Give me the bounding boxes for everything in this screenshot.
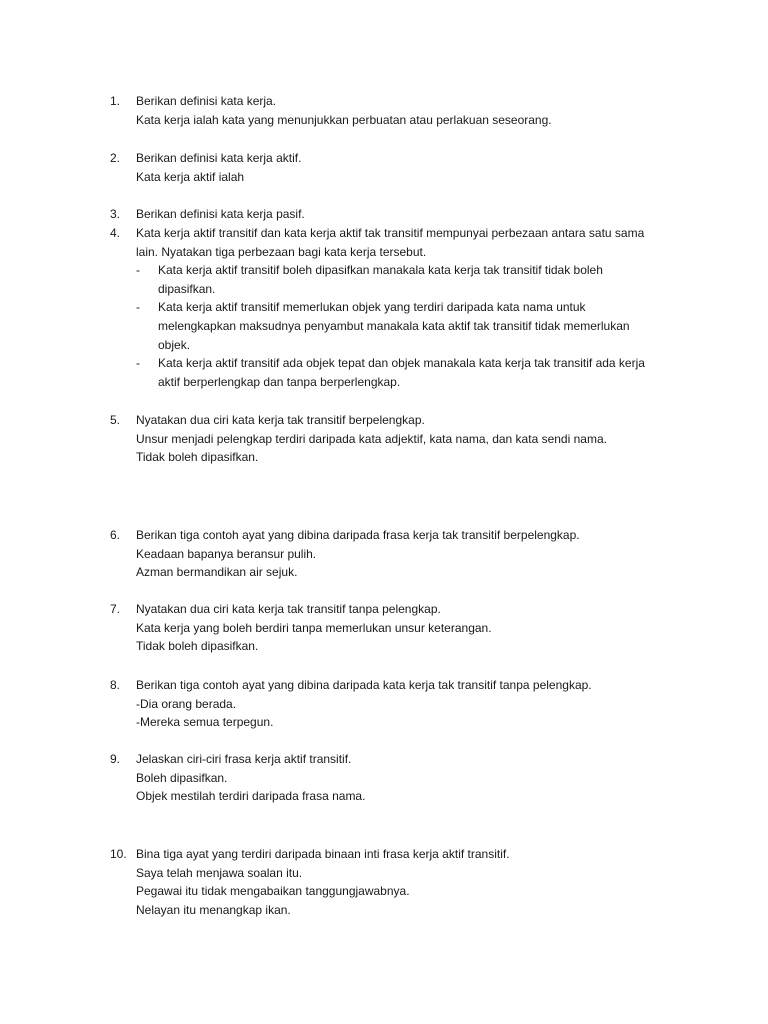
bullet-line: dipasifkan. [158,281,216,296]
question-text: Berikan tiga contoh ayat yang dibina daripada kata kerja tak transitif tanpa pelengkap. [136,678,592,692]
question-number: 1. [110,94,121,108]
question-text: Nyatakan dua ciri kata kerja tak transitif berpelengkap. [136,413,425,427]
answer-line: Boleh dipasifkan. [136,770,228,785]
question-7 [110,600,680,656]
bullet-line: Kata kerja aktif transitif boleh dipasifkan manakala kata kerja tak transitif tidak boleh [158,263,603,278]
answer-line: Kata kerja yang boleh berdiri tanpa memerlukan unsur keterangan. [136,620,492,635]
bullet-item [136,354,680,391]
question-number: 8. [110,678,121,692]
question-text: Berikan tiga contoh ayat yang dibina daripada frasa kerja tak transitif berpelengkap. [136,528,580,542]
question-number: 10. [110,847,127,861]
answer-line: Objek mestilah terdiri daripada frasa nama. [136,789,366,804]
question-text: Berikan definisi kata kerja aktif. [136,151,302,165]
question-6 [110,526,680,582]
answer-line: -Mereka semua terpegun. [136,715,274,730]
answer-line: Azman bermandikan air sejuk. [136,565,298,580]
question-number: 9. [110,752,121,766]
answer-line: Saya telah menjawa soalan itu. [136,865,303,880]
question-number: 3. [110,207,121,221]
question-5 [110,411,680,467]
answer-line: Kata kerja ialah kata yang menunjukkan perbuatan atau perlakuan seseorang. [136,112,552,127]
bullet-dash: - [136,300,140,315]
question-text: Jelaskan ciri-ciri frasa kerja aktif transitif. [136,752,352,766]
answer-line: Unsur menjadi pelengkap terdiri daripada kata adjektif, kata nama, dan kata sendi nama. [136,431,607,446]
question-1 [110,92,680,129]
bullet-item [136,298,680,354]
bullet-dash: - [136,356,140,371]
question-8 [110,676,680,732]
question-3 [110,205,680,224]
bullet-item [136,261,680,298]
answer-line: Keadaan bapanya beransur pulih. [136,546,317,561]
answer-line: Tidak boleh dipasifkan. [136,450,259,465]
question-text: Kata kerja aktif transitif dan kata kerja aktif tak transitif mempunyai perbezaan antara satu sama [136,226,645,240]
answer-line: Nelayan itu menangkap ikan. [136,902,291,917]
bullet-dash: - [136,263,140,278]
bullet-line: aktif berperlengkap dan tanpa berperlengkap. [158,374,401,389]
question-text: Nyatakan dua ciri kata kerja tak transitif tanpa pelengkap. [136,602,441,616]
bullet-line: objek. [158,337,191,352]
question-number: 7. [110,602,121,616]
question-number: 6. [110,528,121,542]
question-text: Berikan definisi kata kerja. [136,94,277,108]
answer-line: Kata kerja aktif ialah [136,169,245,184]
question-4 [110,224,680,391]
question-text: lain. Nyatakan tiga perbezaan bagi kata kerja tersebut. [136,244,427,259]
question-2 [110,149,680,186]
bullet-line: melengkapkan maksudnya penyambut manakala kata aktif tak transitif tidak memerlukan [158,318,630,333]
question-text: Berikan definisi kata kerja pasif. [136,207,305,221]
question-number: 5. [110,413,121,427]
bullet-line: Kata kerja aktif transitif memerlukan objek yang terdiri daripada kata nama untuk [158,300,586,315]
question-9 [110,750,680,806]
question-number: 4. [110,226,121,240]
question-10 [110,845,680,919]
answer-line: Pegawai itu tidak mengabaikan tanggungjawabnya. [136,884,410,899]
bullet-line: Kata kerja aktif transitif ada objek tepat dan objek manakala kata kerja tak transitif ada kerja [158,356,645,371]
question-text: Bina tiga ayat yang terdiri daripada binaan inti frasa kerja aktif transitif. [136,847,510,861]
question-number: 2. [110,151,121,165]
answer-line: -Dia orang berada. [136,696,237,711]
answer-line: Tidak boleh dipasifkan. [136,639,259,654]
